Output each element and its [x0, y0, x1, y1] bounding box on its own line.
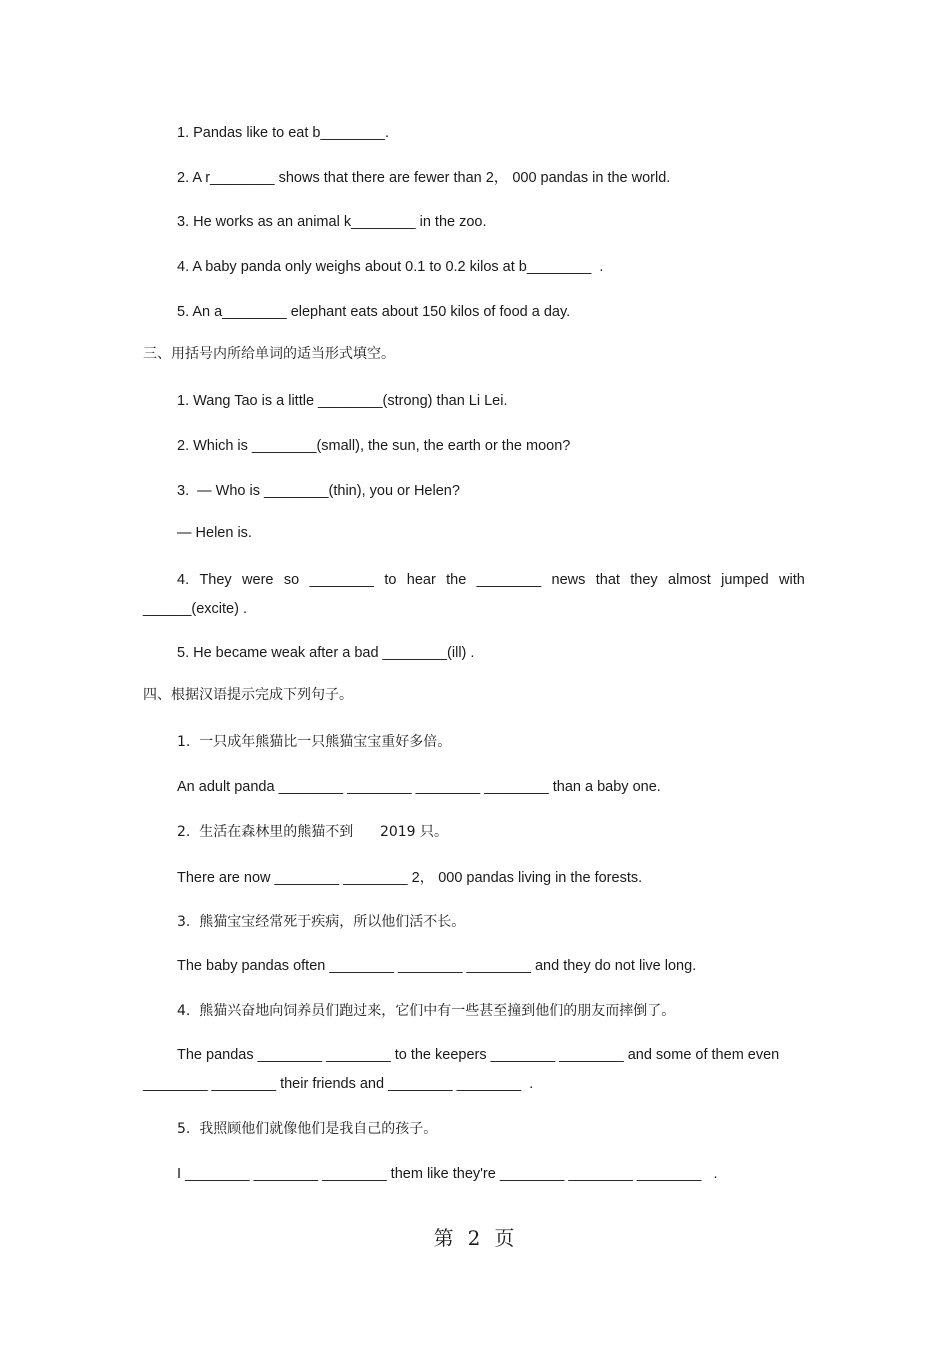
word: They: [199, 572, 232, 588]
exercise-item-justified: [177, 571, 805, 589]
page-prefix: 第: [433, 1226, 456, 1250]
exercise-item: 3. — Who is ________(thin), you or Helen?: [177, 483, 460, 499]
exercise-answer-line: — Helen is.: [177, 525, 252, 541]
english-sentence: I ________ ________ ________ them like they're ________ ________ ________ .: [177, 1166, 718, 1182]
word: to: [384, 572, 397, 588]
blank: ________: [309, 572, 374, 588]
word: almost: [668, 572, 711, 588]
chinese-prompt: 2. 生活在森林里的熊猫不到 2019 只。: [177, 824, 449, 840]
exercise-item: 1. Wang Tao is a little ________(strong) than Li Lei.: [177, 393, 508, 409]
word: hear: [406, 572, 436, 588]
chinese-prompt: 5. 我照顾他们就像他们是我自己的孩子。: [177, 1121, 438, 1137]
word: news: [551, 572, 586, 588]
chinese-prompt: 1. 一只成年熊猫比一只熊猫宝宝重好多倍。: [177, 734, 452, 750]
page-suffix: 页: [494, 1226, 517, 1250]
exercise-item: 2. Which is ________(small), the sun, the earth or the moon?: [177, 438, 571, 454]
blank: ________: [476, 572, 542, 588]
exercise-item: 1. Pandas like to eat b________.: [177, 125, 390, 141]
word: were: [242, 572, 274, 588]
word: with: [779, 572, 805, 588]
section-heading: 四、根据汉语提示完成下列句子。: [143, 687, 353, 703]
english-sentence-continuation: ________ ________ their friends and ________ ________ .: [143, 1076, 534, 1092]
exercise-item: 3. He works as an animal k________ in the zoo.: [177, 214, 487, 230]
english-sentence: An adult panda ________ ________ ________ ________ than a baby one.: [177, 779, 661, 795]
exercise-item: 5. He became weak after a bad ________(ill) .: [177, 645, 475, 661]
page-footer: [0, 1222, 950, 1251]
word: 4.: [177, 572, 190, 588]
chinese-prompt: 4. 熊猫兴奋地向饲养员们跑过来，它们中有一些甚至撞到他们的朋友而摔倒了。: [177, 1003, 676, 1019]
exercise-item: 5. An a________ elephant eats about 150 kilos of food a day.: [177, 304, 571, 320]
word: the: [446, 572, 467, 588]
chinese-prompt: 3. 熊猫宝宝经常死于疾病，所以他们活不长。: [177, 914, 466, 930]
english-sentence: The pandas ________ ________ to the keepers ________ ________ and some of them even: [177, 1047, 780, 1063]
word: they: [630, 572, 658, 588]
word: jumped: [721, 572, 769, 588]
exercise-item: 4. A baby panda only weighs about 0.1 to 0.2 kilos at b________ .: [177, 259, 604, 275]
english-sentence: There are now ________ ________ 2， 000 pandas living in the forests.: [177, 870, 643, 886]
exercise-item-continuation: ______(excite) .: [143, 601, 247, 617]
section-heading: 三、用括号内所给单词的适当形式填空。: [143, 346, 395, 362]
word: that: [595, 572, 620, 588]
page-number: 2: [467, 1226, 483, 1250]
word: so: [283, 572, 300, 588]
english-sentence: The baby pandas often ________ ________ ________ and they do not live long.: [177, 958, 697, 974]
exercise-item: 2. A r________ shows that there are fewer than 2， 000 pandas in the world.: [177, 170, 671, 186]
